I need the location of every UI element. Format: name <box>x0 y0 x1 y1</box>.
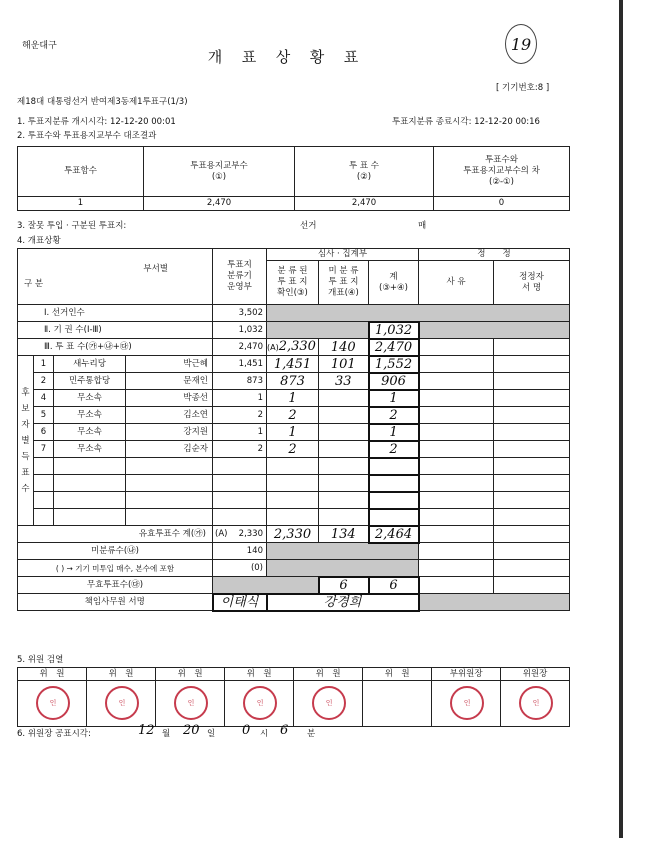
inspection-table <box>17 667 570 727</box>
red-seal-stamp: 인 <box>450 686 484 720</box>
candidate-row <box>18 492 570 509</box>
section-2-heading: 2. 투표수와 투표용지교부수 대조결과 <box>17 131 157 141</box>
announce-month: 12 <box>138 723 155 738</box>
inspector-seal-cell <box>156 681 225 727</box>
inspector-heading: 위 원 <box>294 668 363 681</box>
candidate-party: 무소속 <box>54 424 126 441</box>
candidate-row <box>18 441 570 458</box>
inspector-seal-cell <box>18 681 87 727</box>
box-count-value: 1 <box>18 197 144 211</box>
col-difference: 투표수와 투표용지교부수의 차 (②-①) <box>434 147 570 197</box>
row-votes-sorted: (A)2,330 <box>267 339 319 356</box>
inspector-heading: 위 원 <box>18 668 87 681</box>
row-invalid-sum: 6 <box>369 577 419 594</box>
candidate-name: 박종선 <box>126 390 213 407</box>
candidate-row <box>18 475 570 492</box>
comparison-table <box>17 146 570 211</box>
candidate-unsorted <box>319 441 369 458</box>
inspector-seal-cell <box>363 681 432 727</box>
candidate-no: 7 <box>34 441 54 458</box>
row-sign-2: 강경희 <box>267 594 419 611</box>
section-3-unit: 매 <box>418 221 427 231</box>
row-electors-label: Ⅰ. 선거인수 <box>18 305 213 322</box>
candidate-side-label: 후 보 자 별 득 표 수 <box>18 356 34 526</box>
row-votes-label: Ⅲ. 투 표 수(㉮+㉯+㉰) <box>18 339 213 356</box>
candidate-no: 5 <box>34 407 54 424</box>
candidate-party: 무소속 <box>54 407 126 424</box>
candidate-party: 민주통합당 <box>54 373 126 390</box>
row-valid-sorted: 2,330 <box>267 526 319 543</box>
announce-hour-unit: 시 <box>260 729 269 739</box>
district-label: 해운대구 <box>22 41 57 51</box>
candidate-sum: 2 <box>369 441 419 458</box>
candidate-machine: 2 <box>213 441 267 458</box>
candidate-no: 6 <box>34 424 54 441</box>
inspector-heading: 위 원 <box>87 668 156 681</box>
header-reason: 사 유 <box>419 261 494 305</box>
candidate-unsorted: 33 <box>319 373 369 390</box>
candidate-sorted: 1,451 <box>267 356 319 373</box>
col-votes: 투 표 수 (②) <box>295 147 434 197</box>
row-valid-unsorted: 134 <box>319 526 369 543</box>
candidate-unsorted: 101 <box>319 356 369 373</box>
candidate-machine: 1,451 <box>213 356 267 373</box>
row-invalid-label: 무효투표수(㉰) <box>18 577 213 594</box>
red-seal-stamp: 인 <box>105 686 139 720</box>
candidate-sorted: 2 <box>267 441 319 458</box>
candidate-row <box>18 356 570 373</box>
candidate-party: 무소속 <box>54 441 126 458</box>
row-unsorted-value: 140 <box>213 543 267 560</box>
candidate-sum: 2 <box>369 407 419 424</box>
candidate-sum: 1,552 <box>369 356 419 373</box>
announce-month-unit: 월 <box>162 729 171 739</box>
candidate-row <box>18 424 570 441</box>
candidate-sum: 906 <box>369 373 419 390</box>
candidate-sorted: 1 <box>267 390 319 407</box>
row-votes-unsorted: 140 <box>319 339 369 356</box>
section-4-heading: 4. 개표상황 <box>17 236 61 246</box>
section-6-heading: 6. 위원장 공표시각: <box>17 729 91 739</box>
row-valid-sum: 2,464 <box>369 526 419 543</box>
header-sorted: 분 류 된 투 표 지 확인(③) <box>267 261 319 305</box>
inspector-heading: 위 원 <box>156 668 225 681</box>
candidate-party: 무소속 <box>54 390 126 407</box>
header-unsorted: 미 분 류 투 표 지 개표(④) <box>319 261 369 305</box>
row-votes-sum: 2,470 <box>369 339 419 356</box>
inspector-heading: 위원장 <box>501 668 570 681</box>
section-5-heading: 5. 위원 검열 <box>17 655 64 665</box>
red-seal-stamp: 인 <box>519 686 553 720</box>
row-abstain-value: 1,032 <box>213 322 267 339</box>
announce-minute: 6 <box>280 723 289 738</box>
header-machine: 투표지 분류기 운영부 <box>213 249 267 305</box>
header-review: 심사 · 집계부 <box>267 249 419 261</box>
row-return-label: ( ) → 기기 미투입 매수, 본수에 포함 <box>18 560 213 577</box>
inspector-seal-cell <box>432 681 501 727</box>
candidate-no: 1 <box>34 356 54 373</box>
row-abstain-hand: 1,032 <box>369 322 419 339</box>
candidate-row <box>18 407 570 424</box>
announce-day: 20 <box>183 723 200 738</box>
section-3-kind: 선거 <box>300 221 317 231</box>
inspector-heading: 위 원 <box>225 668 294 681</box>
page-number-mark: 19 <box>505 24 537 64</box>
candidate-row <box>18 458 570 475</box>
candidate-party: 새누리당 <box>54 356 126 373</box>
candidate-name: 강지원 <box>126 424 213 441</box>
candidate-machine: 873 <box>213 373 267 390</box>
red-seal-stamp: 인 <box>312 686 346 720</box>
page-title: 개 표 상 황 표 <box>207 48 359 66</box>
red-seal-stamp: 인 <box>243 686 277 720</box>
sort-end-time: 투표지분류 종료시각: 12-12-20 00:16 <box>392 117 540 127</box>
candidate-sorted: 1 <box>267 424 319 441</box>
col-issued: 투표용지교부수 (①) <box>144 147 295 197</box>
device-number: [ 기기번호:8 ] <box>496 83 550 93</box>
red-seal-stamp: 인 <box>174 686 208 720</box>
candidate-sum: 1 <box>369 424 419 441</box>
candidate-name: 김소연 <box>126 407 213 424</box>
candidate-machine: 2 <box>213 407 267 424</box>
sort-start-time: 1. 투표지분류 개시시각: 12-12-20 00:01 <box>17 117 176 127</box>
header-corrector: 정정자 서 명 <box>494 261 570 305</box>
candidate-no: 4 <box>34 390 54 407</box>
tally-table <box>17 248 570 612</box>
section-3-heading: 3. 잘못 투입 · 구분된 투표지: <box>17 221 127 231</box>
row-return-value: (0) <box>213 560 267 577</box>
inspector-heading: 부위원장 <box>432 668 501 681</box>
announce-hour: 0 <box>242 723 251 738</box>
announce-minute-unit: 분 <box>307 729 316 739</box>
row-invalid-unsorted: 6 <box>319 577 369 594</box>
header-division: 부서별 구 분 <box>18 249 213 305</box>
row-sign-label: 책임사무원 서명 <box>18 594 213 611</box>
inspector-seal-cell <box>225 681 294 727</box>
scan-edge <box>619 0 623 838</box>
row-electors-value: 3,502 <box>213 305 267 322</box>
candidate-unsorted <box>319 407 369 424</box>
issued-value: 2,470 <box>144 197 295 211</box>
candidate-unsorted <box>319 390 369 407</box>
header-sum: 계 (③+④) <box>369 261 419 305</box>
votes-value: 2,470 <box>295 197 434 211</box>
candidate-unsorted <box>319 424 369 441</box>
candidate-row <box>18 390 570 407</box>
inspector-heading: 위 원 <box>363 668 432 681</box>
row-valid-value: (A) 2,330 <box>213 526 267 543</box>
inspector-seal-cell <box>294 681 363 727</box>
candidate-sorted: 873 <box>267 373 319 390</box>
difference-value: 0 <box>434 197 570 211</box>
inspector-seal-cell <box>501 681 570 727</box>
col-box-count: 투표함수 <box>18 147 144 197</box>
inspector-seal-cell <box>87 681 156 727</box>
candidate-name: 박근혜 <box>126 356 213 373</box>
row-unsorted-label: 미분류수(㉯) <box>18 543 213 560</box>
row-valid-label: 유효투표수 계(㉮) <box>18 526 213 543</box>
announce-day-unit: 일 <box>207 729 216 739</box>
candidate-no: 2 <box>34 373 54 390</box>
header-correction: 정 정 <box>419 249 570 261</box>
candidate-sum: 1 <box>369 390 419 407</box>
row-abstain-label: Ⅱ. 기 권 수(Ⅰ-Ⅲ) <box>18 322 213 339</box>
candidate-row <box>18 373 570 390</box>
election-title: 제18대 대통령선거 반여제3동제1투표구(1/3) <box>17 97 188 107</box>
row-sign-1: 이태식 <box>213 594 267 611</box>
candidate-name: 문재인 <box>126 373 213 390</box>
row-votes-value: 2,470 <box>213 339 267 356</box>
candidate-row <box>18 509 570 526</box>
candidate-sorted: 2 <box>267 407 319 424</box>
candidate-machine: 1 <box>213 390 267 407</box>
red-seal-stamp: 인 <box>36 686 70 720</box>
candidate-machine: 1 <box>213 424 267 441</box>
candidate-name: 김순자 <box>126 441 213 458</box>
